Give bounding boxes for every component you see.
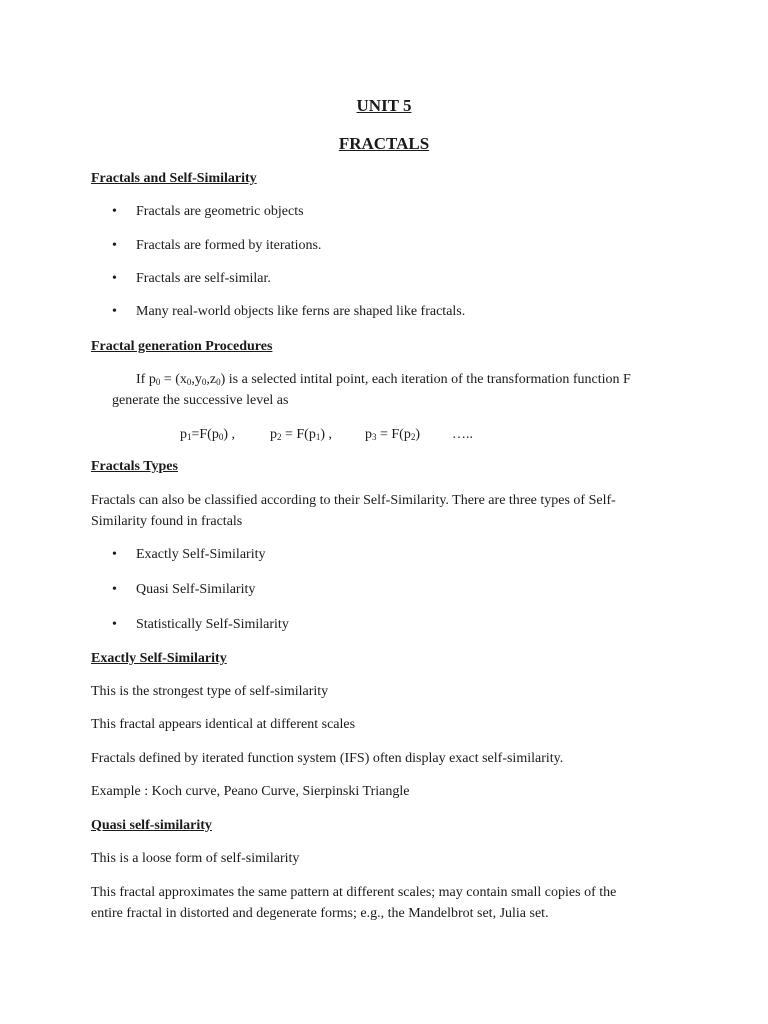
- list-item: Fractals are geometric objects: [136, 204, 304, 219]
- bullet-marker: •: [112, 547, 117, 562]
- equation-p3: $p_3 = F(p_2)$: [365, 427, 421, 442]
- page-title: FRACTALS: [338, 134, 430, 153]
- types-paragraph-line: Similarity found in fractals: [91, 514, 243, 529]
- equation-p2: $p_2 = F(p_1)$ ,: [270, 427, 333, 442]
- section-heading-exact: Exactly Self-Similarity: [91, 651, 227, 666]
- equation-p1: $p_1=F(p_0)$ ,: [180, 427, 236, 442]
- exact-text-line: Fractals defined by iterated function system (IFS) often display exact self-similarity.: [91, 751, 564, 766]
- quasi-paragraph-line: This fractal approximates the same pattern at different scales; may contain small copies of the: [91, 885, 617, 900]
- equation-ellipsis: …..: [452, 427, 473, 442]
- bullet-marker: •: [112, 304, 117, 319]
- list-item: Fractals are formed by iterations.: [136, 238, 322, 253]
- list-item: Statistically Self-Similarity: [136, 617, 289, 632]
- generation-text-line: generate the successive level as: [112, 393, 289, 408]
- quasi-paragraph-line: entire fractal in distorted and degenerate forms; e.g., the Mandelbrot set, Julia set.: [91, 906, 549, 921]
- bullet-marker: •: [112, 238, 117, 253]
- list-item: Exactly Self-Similarity: [136, 547, 266, 562]
- bullet-marker: •: [112, 204, 117, 219]
- list-item: Quasi Self-Similarity: [136, 582, 256, 597]
- exact-text-line: Example : Koch curve, Peano Curve, Sierpinski Triangle: [91, 784, 410, 799]
- exact-text-line: This fractal appears identical at different scales: [91, 717, 356, 732]
- section-heading-self-similarity: Fractals and Self-Similarity: [91, 171, 257, 186]
- unit-title: UNIT 5: [356, 96, 412, 115]
- generation-text-line: If $p_0 = (x_0,y_0,z_0)$ is a selected intital point, each iteration of the transformation function F: [136, 372, 631, 387]
- section-heading-generation: Fractal generation Procedures: [91, 339, 273, 354]
- list-item: Fractals are self-similar.: [136, 271, 271, 286]
- types-paragraph-line: Fractals can also be classified according to their Self-Similarity. There are three types of Self-: [91, 493, 616, 508]
- section-heading-quasi: Quasi self-similarity: [91, 818, 212, 833]
- bullet-marker: •: [112, 271, 117, 286]
- bullet-marker: •: [112, 617, 117, 632]
- quasi-text-line: This is a loose form of self-similarity: [91, 851, 300, 866]
- section-heading-types: Fractals Types: [91, 459, 178, 474]
- list-item: Many real-world objects like ferns are shaped like fractals.: [136, 304, 466, 319]
- exact-text-line: This is the strongest type of self-similarity: [91, 684, 329, 699]
- bullet-marker: •: [112, 582, 117, 597]
